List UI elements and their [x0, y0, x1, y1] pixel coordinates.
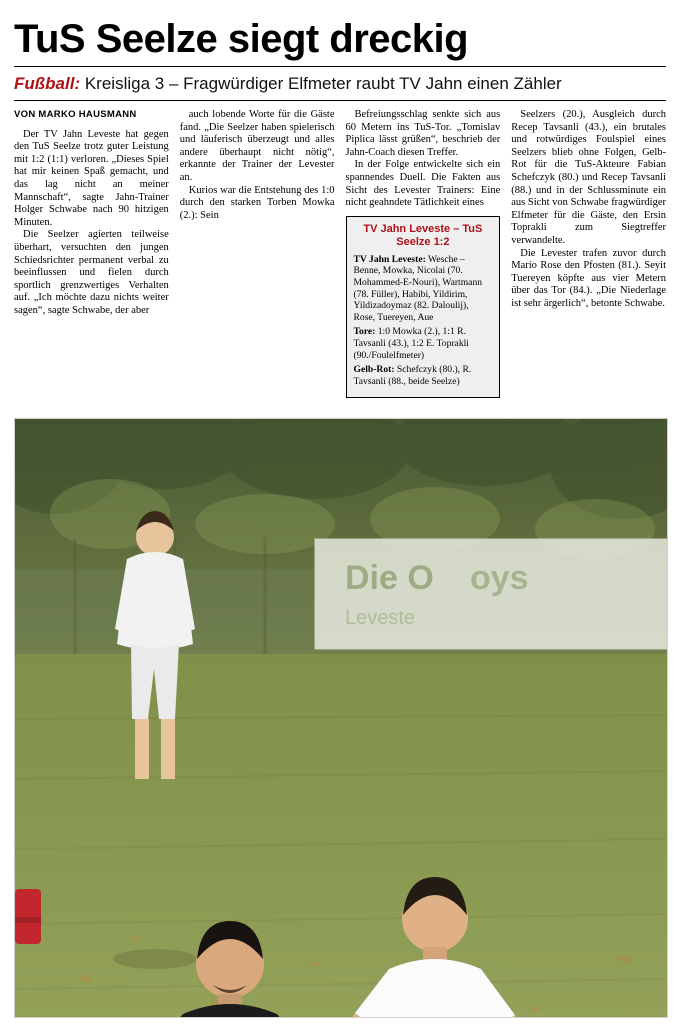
article-column-4 [511, 109, 666, 415]
match-facts-goals-text: 1:0 Mowka (2.), 1:1 R. Tavsanli (43.), 1:2 E. Toprakli (90./Foulelfmeter) [353, 326, 469, 361]
article-column-1 [14, 109, 169, 415]
paragraph: Der TV Jahn Leveste hat gegen den TuS Seelze trotz guter Leistung mit 1:2 (1:1) verloren. „Dieses Spiel hat mir keinen Spaß gemacht, und das lag nicht an meiner Mannschaft“, sagte Jahn-Trainer Holger Schwabe nach 90 hitzigen Minuten. [14, 128, 169, 228]
divider-bottom [14, 100, 666, 101]
subheadline-text: Kreisliga 3 – Fragwürdiger Elfmeter raubt TV Jahn einen Zähler [84, 74, 562, 93]
article-photo [14, 418, 668, 1018]
svg-text:oys: oys [470, 559, 529, 597]
paragraph: Seelzers (20.), Ausgleich durch Recep Tavsanli (43.), ein brutales und rotwürdiges Foulspiel eines Seelzers blieb ohne Folgen, Gelb-Rot für die TuS-Akteure Fabian Schefczyk (80.) und Recep Tavsanli (88.) und in der Schlussminute ein aus Sicht von Schwabe fragwürdiger Elfmeter für die Gäste, den Ersin Toprakli zum Siegtreffer verwandelte. [511, 109, 666, 246]
match-facts-goals [354, 326, 493, 361]
paragraph: Kurios war die Entstehung des 1:0 durch den starken Torben Mowka (2.): Sein [179, 184, 335, 221]
paragraph: Die Levester trafen zuvor durch Mario Rose den Pfosten (81.). Seyit Tuereyen köpfte aus vier Metern über das Tor (84.). „Die Niederlage ist sehr ärgerlich“, betonte Schwabe. [511, 247, 666, 309]
match-facts-lineup-label: TV Jahn Leveste: [353, 253, 426, 265]
paragraph: Die Seelzer agierten teilweise überhart, versuchten den jungen Schiedsrichter permanent verbal zu beeinflussen und fielen durch sportlich grenzwertiges Verhalten auf. „Ich möchte dazu nichts weiter sagen“, sagte Schwabe, der aber [14, 229, 169, 316]
article-column-2 [180, 109, 335, 415]
paragraph: In der Folge entwickelte sich ein spannendes Duell. Die Fakten aus Sicht des Levester Trainers: Eine nicht geahndete Tätlichkeit eines [345, 159, 501, 209]
article-columns [14, 109, 666, 415]
divider-top [14, 66, 666, 67]
byline: VON MARKO HAUSMANN [14, 109, 137, 120]
soccer-action-photo [15, 419, 667, 1017]
match-facts-cards [354, 364, 493, 387]
match-facts-lineup [354, 254, 493, 324]
match-facts-cards-label: Gelb-Rot: [353, 364, 395, 376]
svg-text:Die O: Die O [345, 559, 434, 597]
match-facts-box [346, 216, 501, 399]
svg-text:Leveste: Leveste [345, 607, 416, 629]
subheadline [14, 73, 666, 95]
match-facts-lineup-text: Wesche – Benne, Mowka, Nicolai (70. Mohammed-E-Nouri), Wartmann (78. Füller), Habibi, Yildirim, Yildizadoymaz (82. Daloulij), Rose, Tuereyen, Aue [353, 253, 483, 323]
paragraph: Befreiungsschlag senkte sich aus 60 Metern ins TuS-Tor. „Tomislav Piplica lässt grüßen“, beschrieb der Jahn-Coach diesen Treffer. [345, 109, 501, 158]
page-title: TuS Seelze siegt dreckig [14, 17, 469, 61]
match-facts-goals-label: Tore: [353, 326, 376, 338]
subheadline-kicker: Fußball: [14, 74, 81, 93]
match-facts-cards-text: Schefczyk (80.), R. Tavsanli (88., beide Seelze) [353, 364, 472, 387]
paragraph: auch lobende Worte für die Gäste fand. „Die Seelzer haben spielerisch und läuferisch überzeugt und alles andere überhaupt nicht nötig“, erkannte der Trainer der Levester an. [179, 109, 335, 183]
match-facts-title: TV Jahn Leveste – TuS Seelze 1:2 [363, 222, 483, 248]
article-column-3 [346, 109, 501, 415]
